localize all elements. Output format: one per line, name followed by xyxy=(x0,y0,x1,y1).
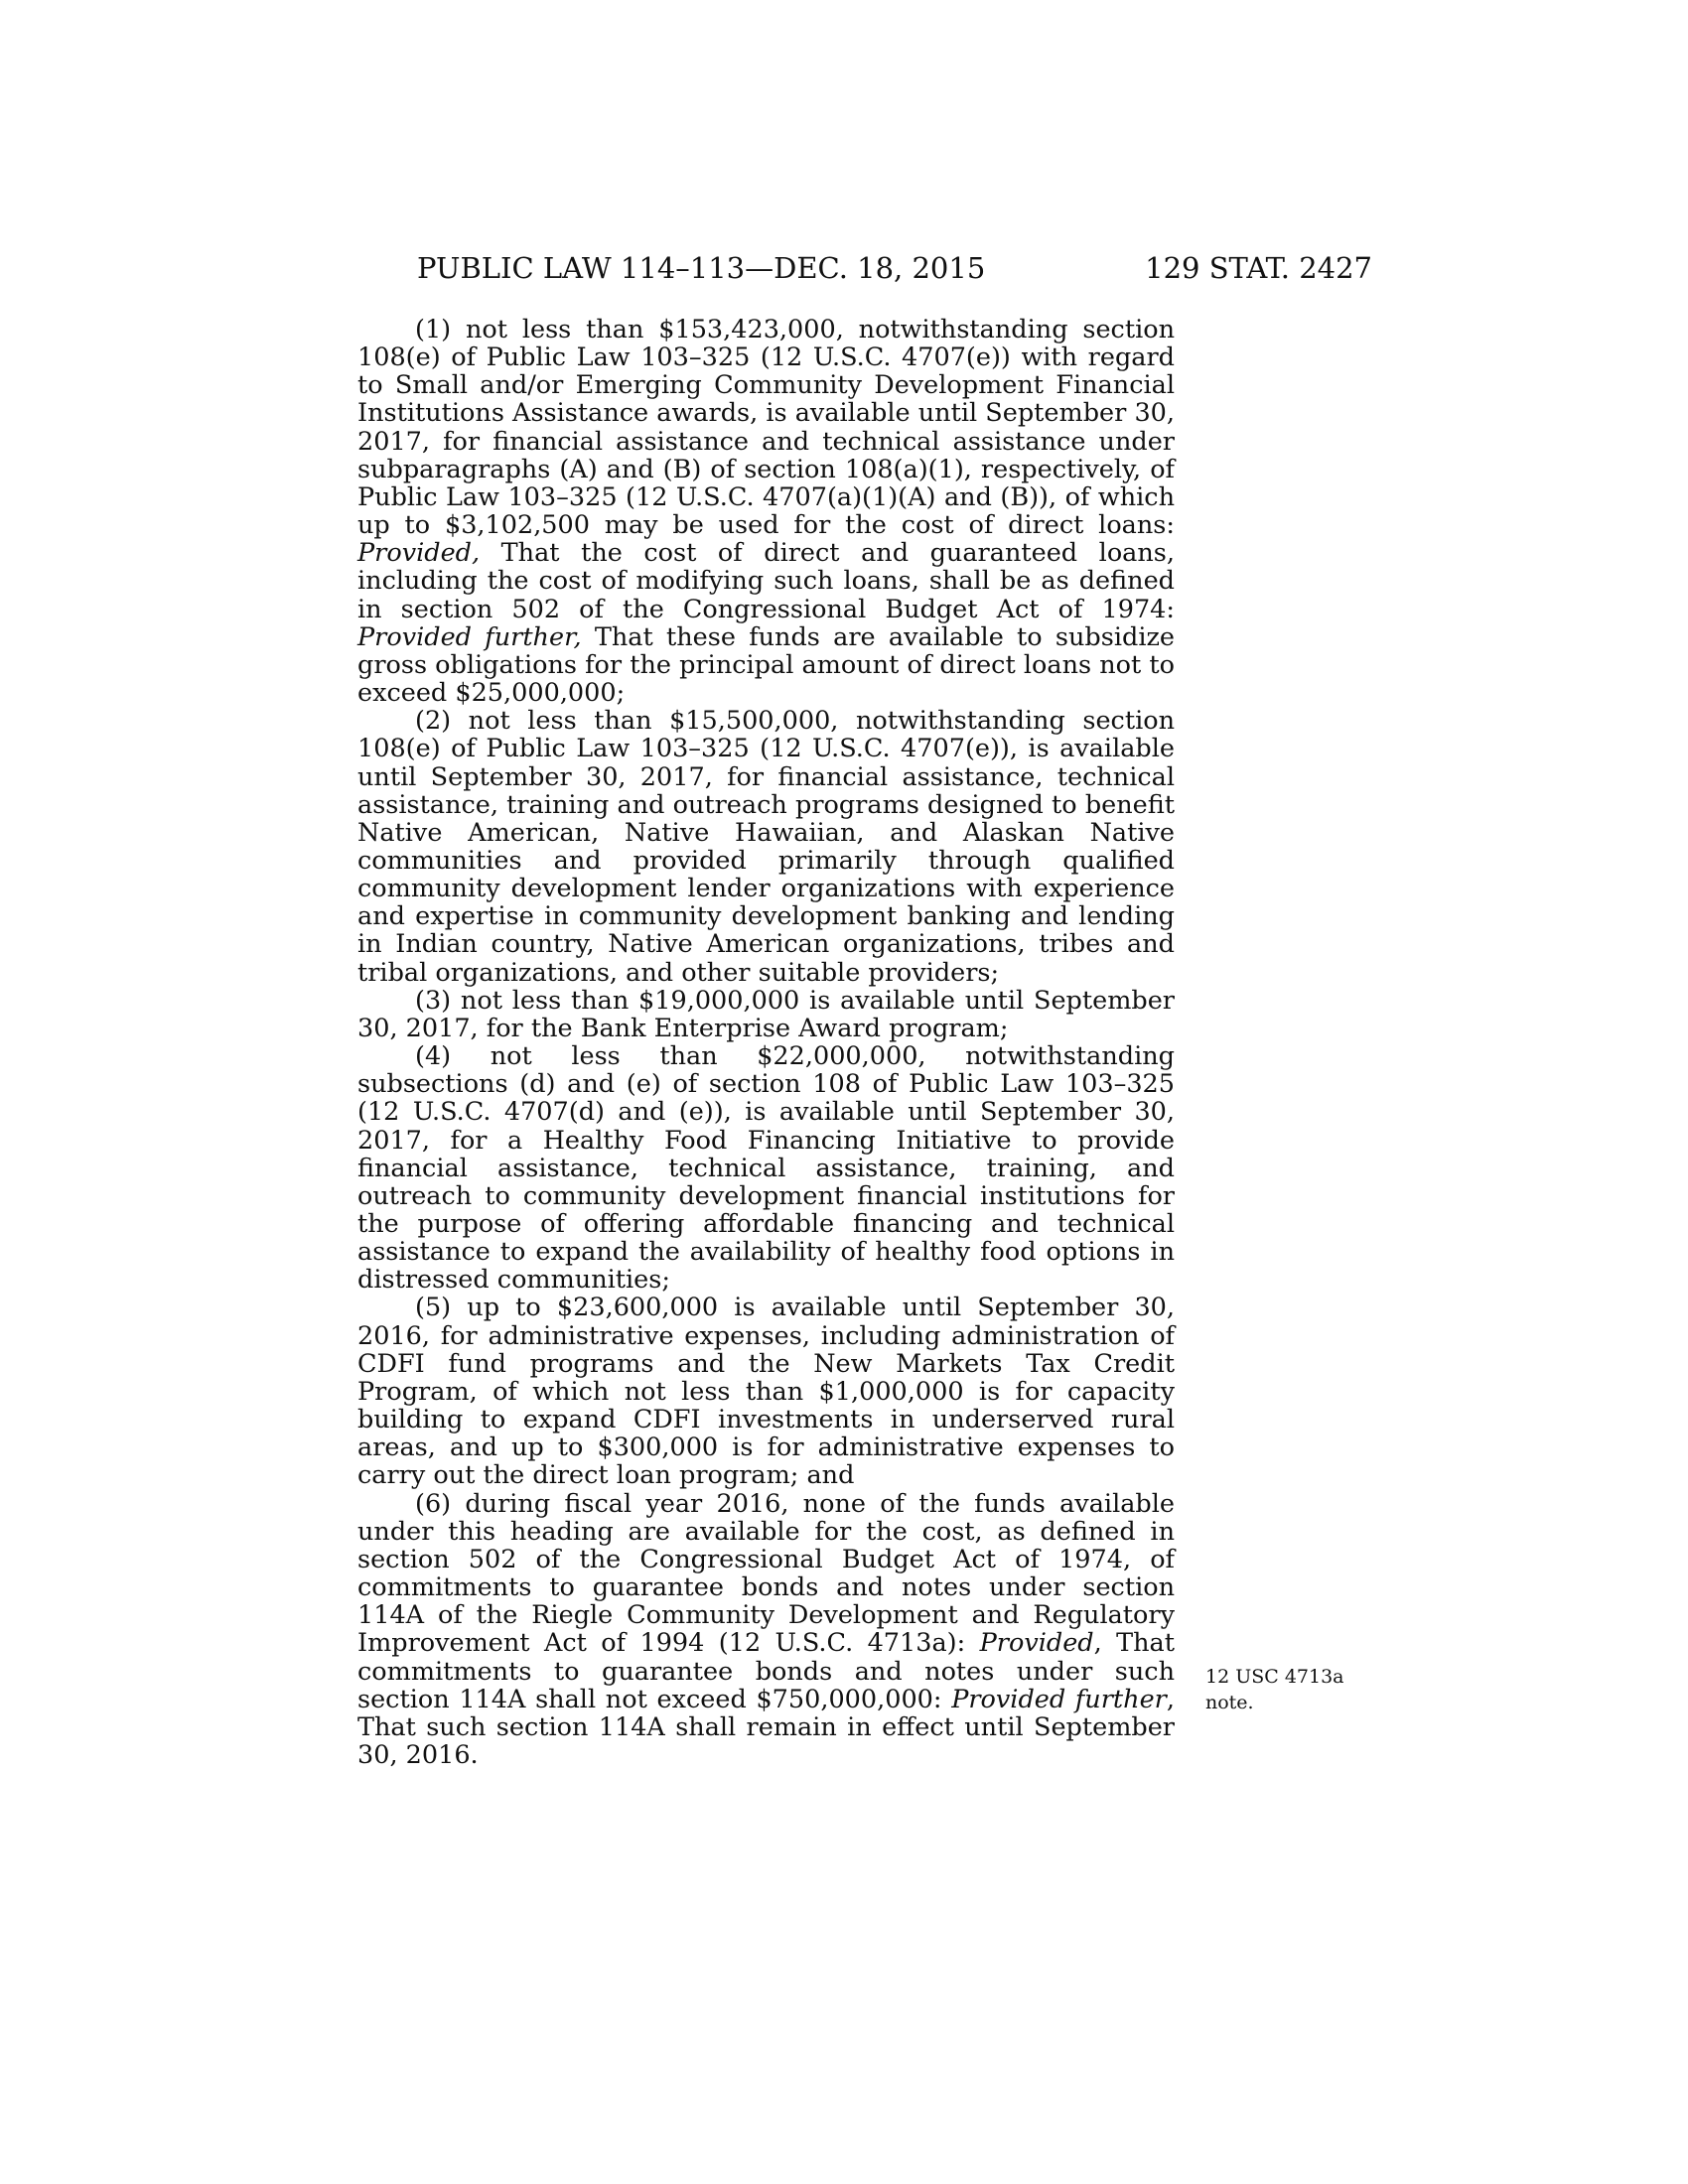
margin-note-citation: 12 USC 4713a xyxy=(1205,1666,1344,1688)
margin-note xyxy=(1205,1664,1354,1715)
statute-body xyxy=(357,316,1175,1769)
paragraph-6-proviso-a: Provided xyxy=(979,1628,1094,1659)
page-header-stat-citation: 129 STAT. 2427 xyxy=(1145,251,1372,285)
page-header-title: PUBLIC LAW 114–113—DEC. 18, 2015 xyxy=(417,251,986,285)
paragraph-6-text-c: , That such section 114A shall remain in effect until September 30, 2016. xyxy=(357,1684,1175,1770)
paragraph-4: (4) not less than $22,000,000, notwithstanding subsections (d) and (e) of section 108 of Public Law 103–325 (12 U.S.C. 4707(d) and (e)), is available until September 30, 2017, for a Healthy Food Financing Initiative to provide financial assistance, technical assistance, training, and outreach to community development financial institutions for the purpose of offering affordable financing and technical assistance to expand the availability of healthy food options in distressed communities; xyxy=(357,1041,1175,1296)
paragraph-6-text-b: , That commitments to guarantee bonds and notes under such section 114A shall not exceed $750,000,000: xyxy=(357,1628,1176,1714)
paragraph-6-text-a: (6) during fiscal year 2016, none of the funds available under this heading are available for the cost, as defined in section 502 of the Congressional Budget Act of 1974, of commitments to guarantee bonds and notes under section 114A of the Riegle Community Development and Regulatory Improvement Act of 1994 (12 U.S.C. 4713a): xyxy=(357,1488,1175,1659)
paragraph-5: (5) up to $23,600,000 is available until September 30, 2016, for administrative expenses, including administration of CDFI fund programs and the New Markets Tax Credit Program, of which not less than $1,000,000 is for capacity building to expand CDFI investments in underserved rural areas, and up to $300,000 is for administrative expenses to carry out the direct loan program; and xyxy=(357,1293,1175,1491)
paragraph-1-proviso-b: Provided further, xyxy=(357,621,582,652)
paragraph-1 xyxy=(357,316,1175,707)
paragraph-6-proviso-b: Provided further xyxy=(951,1684,1167,1714)
running-head xyxy=(417,248,1372,288)
paragraph-1-proviso-a: Provided, xyxy=(357,538,481,569)
paragraph-1-text-b: That the cost of direct and guaranteed loans, including the cost of modifying such loans, shall be as defined in section 502 of the Congressional Budget Act of 1974: xyxy=(357,538,1175,624)
paragraph-3: (3) not less than $19,000,000 is available until September 30, 2017, for the Bank Enterprise Award program; xyxy=(357,985,1175,1043)
margin-note-label: note. xyxy=(1205,1692,1254,1713)
paragraph-2: (2) not less than $15,500,000, notwithstanding section 108(e) of Public Law 103–325 (12 U.S.C. 4707(e)), is available until September 30, 2017, for financial assistance, technical assistance, training and outreach programs designed to benefit Native American, Native Hawaiian, and Alaskan Native communities and provided primarily through qualified community development lender organizations with experience and expertise in community development banking and lending in Indian country, Native American organizations, tribes and tribal organizations, and other suitable providers; xyxy=(357,706,1175,988)
paragraph-1-text-a: (1) not less than $153,423,000, notwithstanding section 108(e) of Public Law 103–325 (12 U.S.C. 4707(e)) with regard to Small and/or Emerging Community Development Financial Institutions Assistance awards, is available until September 30, 2017, for financial assistance and technical assistance under subparagraphs (A) and (B) of section 108(a)(1), respectively, of Public Law 103–325 (12 U.S.C. 4707(a)(1)(A) and (B)), of which up to $3,102,500 may be used for the cost of direct loans: xyxy=(357,315,1175,541)
paragraph-1-text-c: That these funds are available to subsidize gross obligations for the principal amount of direct loans not to exceed $25,000,000; xyxy=(357,621,1175,709)
paragraph-6 xyxy=(357,1490,1175,1770)
